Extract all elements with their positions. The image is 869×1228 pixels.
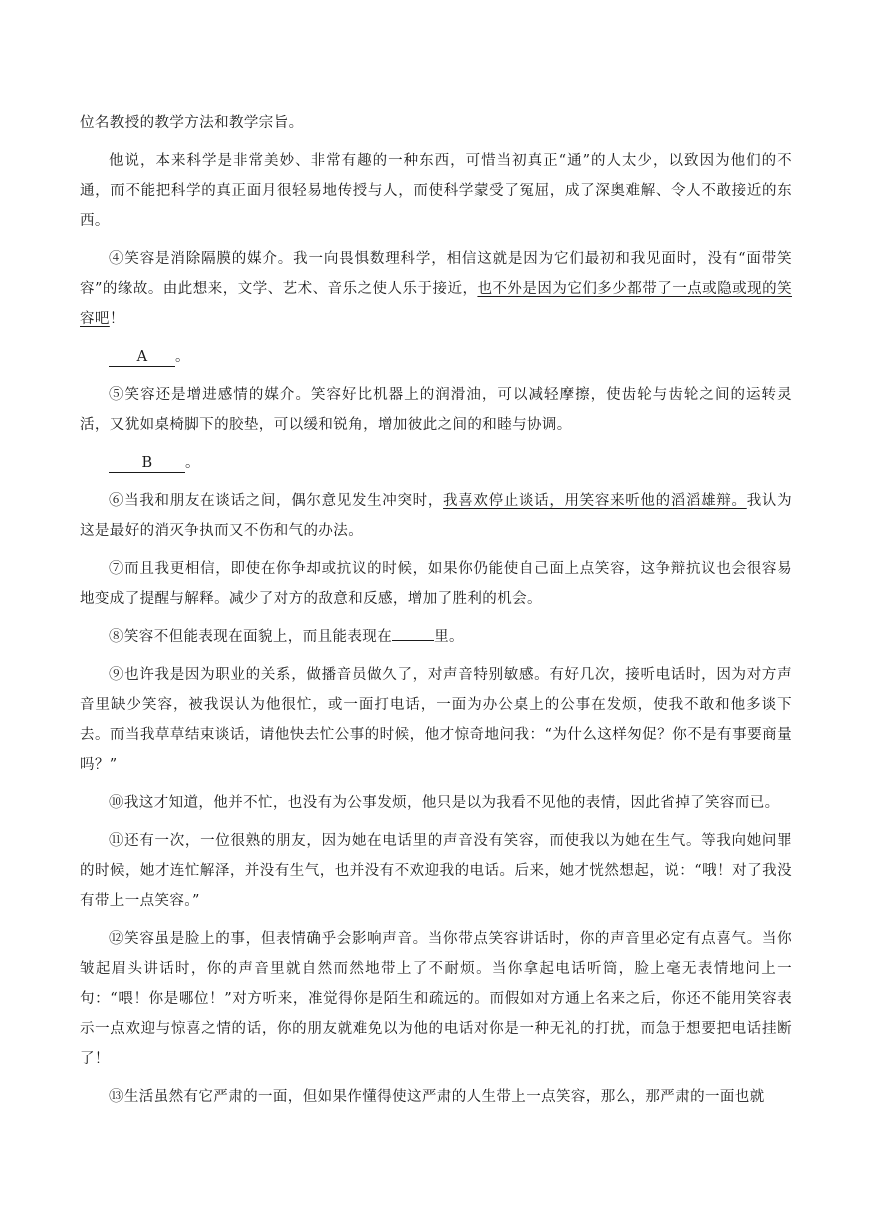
paragraph-4-end: ！ [109,311,125,327]
blank-b-line [80,448,792,478]
blank-a-line [80,342,792,372]
paragraph-10: ⑩我这才知道，他并不忙，也没有为公事发烦，他只是以为我看不见他的表情，因此省掉了笑容而已。 [109,795,780,811]
paragraph-continuation: 位名教授的教学方法和教学宗旨。 [80,115,304,131]
paragraph-6 [80,486,792,546]
paragraph-12: ⑫笑容虽是脸上的事，但表情确乎会影响声音。当你带点笑容讲话时，你的声音里必定有点喜气。当你皱起眉头讲话时，你的声音里就自然而然地带上了不耐烦。当你拿起电话听筒，脸上毫无表情地问上一句：“喂！你是哪位！”对方听来，准觉得你是陌生和疏远的。而假如对方通上名来之后，你还不能用笑容表示一点欢迎与惊喜之情的话，你的朋友就难免以为他的电话对你是一种无礼的打扰，而急于想要把电话挂断了！ [80,931,792,1067]
paragraph-4-text: ④笑容是消除隔膜的媒介。我一向畏惧数理科学，相信这就是因为它们最初和我见面时，没有“面带笑容”的缘故。由此想来，文学、艺术、音乐之使人乐于接近， [80,251,792,297]
blank-c [392,622,434,641]
paragraph-8-start: ⑧笑容不但能表现在面貌上，而且能表现在 [109,629,393,645]
paragraph-13: ⑬生活虽然有它严肃的一面，但如果作懂得使这严肃的人生带上一点笑容，那么，那严肃的一面也就 [109,1089,765,1105]
paragraph-8-end: 里。 [434,629,464,645]
paragraph-5: ⑤笑容还是增进感情的媒介。笑容好比机器上的润滑油，可以减轻摩擦，使齿轮与齿轮之间的运转灵活，又犹如桌椅脚下的胶垫，可以缓和锐角，增加彼此之间的和睦与协调。 [80,387,792,433]
blank-b: B [109,454,185,473]
paragraph-4-underlined: 也不外是因为它们多少都带了一点或隐或现的笑容吧 [80,281,792,327]
blank-a-end: 。 [175,349,190,365]
paragraph-9: ⑨也许我是因为职业的关系，做播音员做久了，对声音特别敏感。有好几次，接听电话时，因为对方声音里缺少笑容，被我误认为他很忙，或一面打电话，一面为办公桌上的公事在发烦，使我不敢和他多谈下去。而当我草草结束谈话，请他快去忙公事的时候，他才惊奇地问我：“为什么这样匆促？你不是有事要商量吗？” [80,667,792,773]
blank-a: A [109,348,175,367]
document-page [80,108,792,1120]
paragraph-6-underlined: 我喜欢停止谈话，用笑容来听他的滔滔雄辩。 [443,493,747,509]
paragraph-6-text: ⑥当我和朋友在谈话之间，偶尔意见发生冲突时， [109,493,444,509]
paragraph-11: ⑪还有一次，一位很熟的朋友，因为她在电话里的声音没有笑容，而使我以为她在生气。等我向她问罪的时候，她才连忙解泽，并没有生气，也并没有不欢迎我的电话。后来，她才恍然想起，说：“哦！对了我没有带上一点笑容。” [80,833,792,909]
paragraph-6-end: 我认为这是最好的消灭争执而又不伤和气的办法。 [80,493,793,539]
paragraph-professor-quote: 他说，本来科学是非常美妙、非常有趣的一种东西，可惜当初真正“通”的人太少，以致因为他们的不通，而不能把科学的真正面月很轻易地传授与人，而使科学蒙受了冤屈，成了深奥难解、令人不敢接近的东西。 [80,153,792,229]
paragraph-7: ⑦而且我更相信，即使在你争却或抗议的时候，如果你仍能使自己面上点笑容，这争辩抗议也会很容易地变成了提醒与解释。减少了对方的敌意和反感，增加了胜利的机会。 [80,561,792,607]
paragraph-8 [80,622,792,652]
paragraph-4 [80,244,792,334]
blank-b-end: 。 [185,455,200,471]
